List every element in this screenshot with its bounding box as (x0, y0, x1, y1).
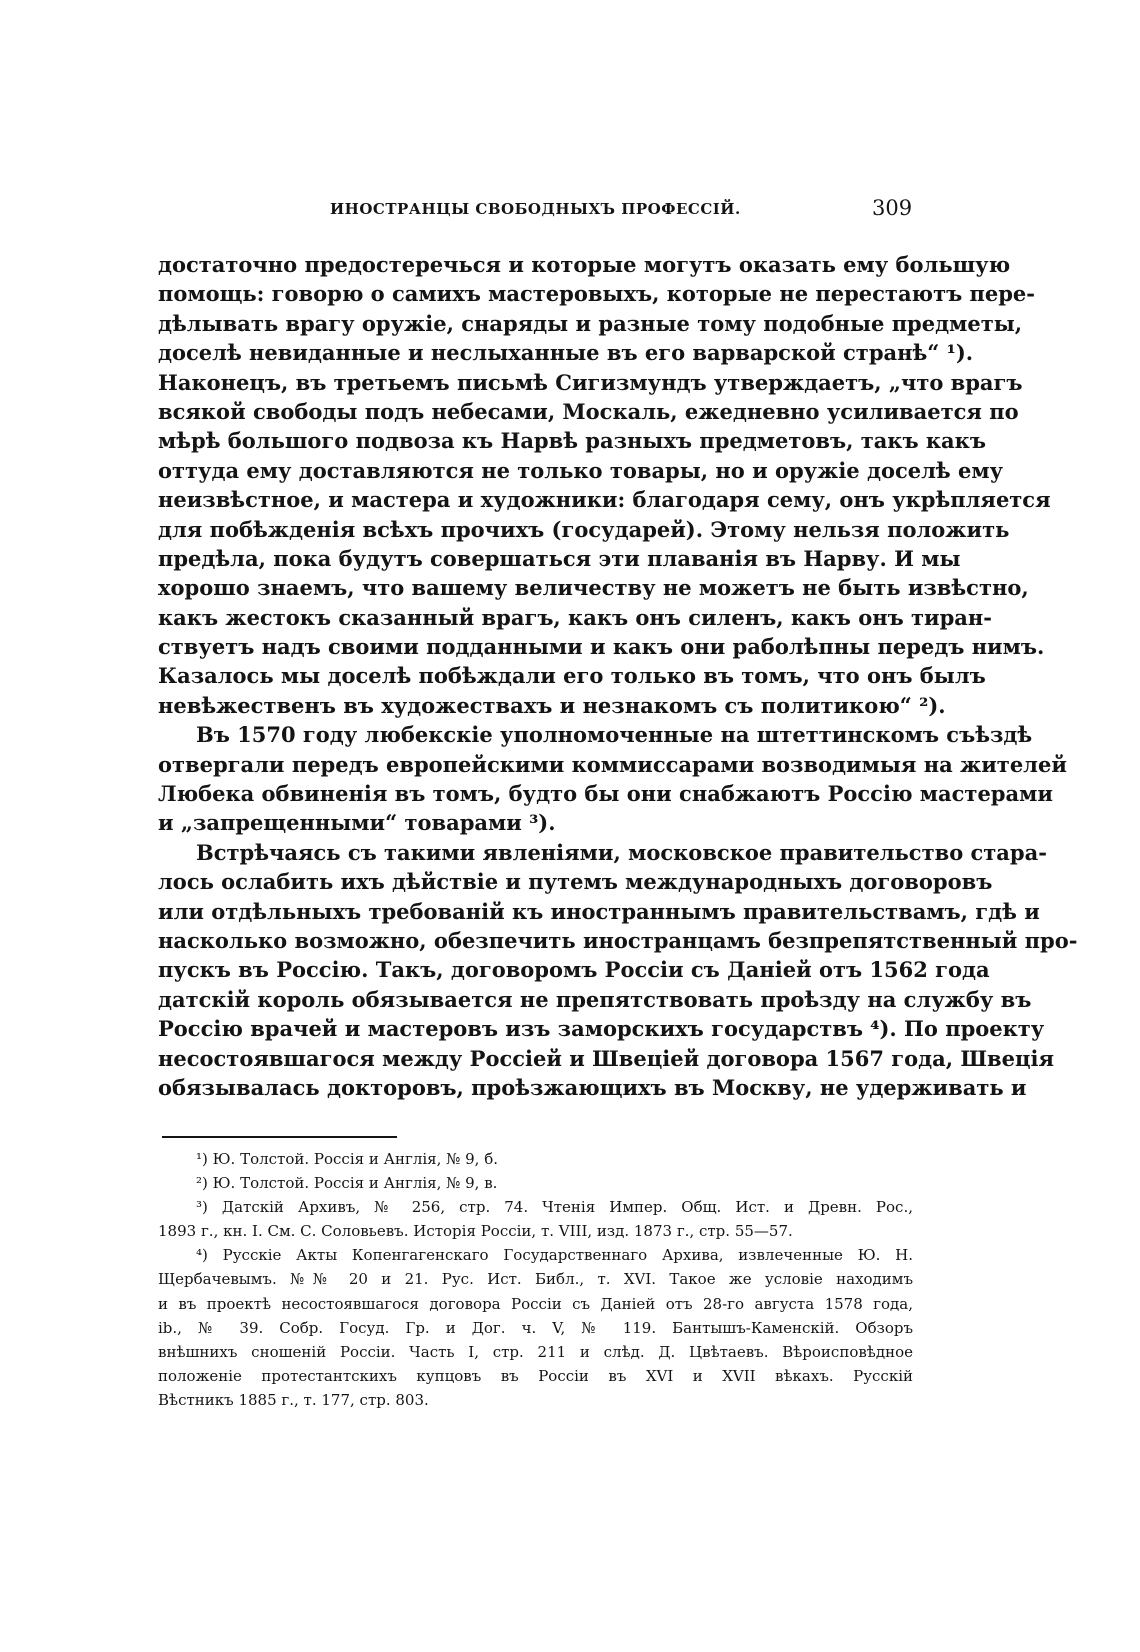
main-text (158, 250, 1078, 1102)
footnote-line: ib., № 39. Собр. Госуд. Гр. и Дог. ч. V, № 119. Бантышъ-Каменскій. Обзоръ (158, 1318, 913, 1337)
paragraph-start-line: Въ 1570 году любекскіе уполномоченные на штеттинскомъ съѣздѣ (196, 722, 1033, 748)
footnote-line: ¹) Ю. Толстой. Россія и Англія, № 9, б. (196, 1150, 498, 1168)
footnote-line: Щербачевымъ. №№ 20 и 21. Рус. Ист. Библ., т. XVI. Такое же условіе находимъ (158, 1270, 913, 1289)
text-line: мѣрѣ большого подвоза къ Нарвѣ разныхъ предметовъ, такъ какъ (158, 428, 986, 454)
text-line: или отдѣльныхъ требованій къ иностраннымъ правительствамъ, гдѣ и (158, 898, 1040, 924)
text-line: Любека обвиненія въ томъ, будто бы они снабжаютъ Россію мастерами (158, 781, 1053, 807)
text-line: несостоявшагося между Россіей и Швеціей договора 1567 года, Швеція (158, 1045, 1054, 1071)
text-line: предѣла, пока будутъ совершаться эти плаванія въ Нарву. И мы (158, 545, 961, 571)
text-line: какъ жестокъ сказанный врагъ, какъ онъ силенъ, какъ онъ тиран- (158, 604, 992, 630)
footnote-line: ³) Датскій Архивъ, № 256, стр. 74. Чтенія Импер. Общ. Ист. и Древн. Рос., (196, 1198, 913, 1217)
text-line: ствуетъ надъ своими подданными и какъ они раболѣпны передъ нимъ. (158, 634, 1045, 660)
page-number: 309 (872, 196, 913, 220)
text-line: оттуда ему доставляются не только товары, но и оружіе доселѣ ему (158, 457, 1004, 483)
footnotes (158, 1147, 913, 1412)
text-line: достаточно предостеречься и которые могутъ оказать ему большую (158, 252, 1011, 277)
text-line: невѣжественъ въ художествахъ и незнакомъ съ политикою“ ²). (158, 692, 946, 718)
paragraph-start-line: Встрѣчаясь съ такими явленіями, московское правительство стара- (196, 839, 1047, 865)
footnote-line: положеніе протестантскихъ купцовъ въ Россіи въ XVI и XVII вѣкахъ. Русскій (158, 1366, 913, 1385)
text-line: для побѣжденія всѣхъ прочихъ (государей). Этому нельзя положить (158, 516, 1010, 542)
running-head: ИНОСТРАНЦЫ СВОБОДНЫХЪ ПРОФЕССІЙ. (330, 200, 741, 218)
text-line: Россію врачей и мастеровъ изъ заморскихъ государствъ ⁴). По проекту (158, 1016, 1045, 1042)
text-line: датскій король обязывается не препятствовать проѣзду на службу въ (158, 986, 1032, 1012)
text-line: насколько возможно, обезпечить иностранцамъ безпрепятственный про- (158, 927, 1078, 953)
text-line: отвергали передъ европейскими коммиссарами возводимыя на жителей (158, 751, 1067, 777)
text-line: дѣлывать врагу оружіе, снаряды и разные тому подобные предметы, (158, 310, 1023, 336)
text-line: пускъ въ Россію. Такъ, договоромъ Россіи съ Даніей отъ 1562 года (158, 957, 990, 983)
footnote-line: ⁴) Русскіе Акты Копенгагенскаго Государственнаго Архива, извлеченные Ю. Н. (196, 1246, 913, 1265)
text-line: всякой свободы подъ небесами, Москаль, ежедневно усиливается по (158, 398, 1019, 424)
text-line: Наконецъ, въ третьемъ письмѣ Сигизмундъ утверждаетъ, „что врагъ (158, 369, 1023, 395)
text-line: неизвѣстное, и мастера и художники: благодаря сему, онъ укрѣпляется (158, 487, 1051, 513)
text-line: хорошо знаемъ, что вашему величеству не можетъ не быть извѣстно, (158, 575, 1029, 601)
text-line: Казалось мы доселѣ побѣждали его только въ томъ, что онъ былъ (158, 663, 986, 689)
footnote-line: внѣшнихъ сношеній Россіи. Часть I, стр. 211 и слѣд. Д. Цвѣтаевъ. Вѣроисповѣдное (158, 1342, 913, 1361)
text-line: и „запрещенными“ товарами ³). (158, 810, 556, 836)
footnote-line: 1893 г., кн. I. См. С. Соловьевъ. Исторія Россіи, т. VIII, изд. 1873 г., стр. 55—57. (158, 1222, 793, 1241)
footnote-separator-rule (162, 1136, 397, 1138)
text-line: обязывалась докторовъ, проѣзжающихъ въ Москву, не удерживать и (158, 1074, 1027, 1100)
footnote-line: Вѣстникъ 1885 г., т. 177, стр. 803. (158, 1390, 429, 1409)
text-line: помощь: говорю о самихъ мастеровыхъ, которые не перестаютъ пере- (158, 281, 1036, 307)
footnote-line: и въ проектѣ несостоявшагося договора Россіи съ Даніей отъ 28-го августа 1578 года, (158, 1294, 913, 1313)
text-line: лось ослабить ихъ дѣйствіе и путемъ международныхъ договоровъ (158, 869, 993, 895)
footnote-line: ²) Ю. Толстой. Россія и Англія, № 9, в. (196, 1174, 498, 1193)
text-line: доселѣ невиданные и неслыханные въ его варварской странѣ“ ¹). (158, 340, 974, 366)
